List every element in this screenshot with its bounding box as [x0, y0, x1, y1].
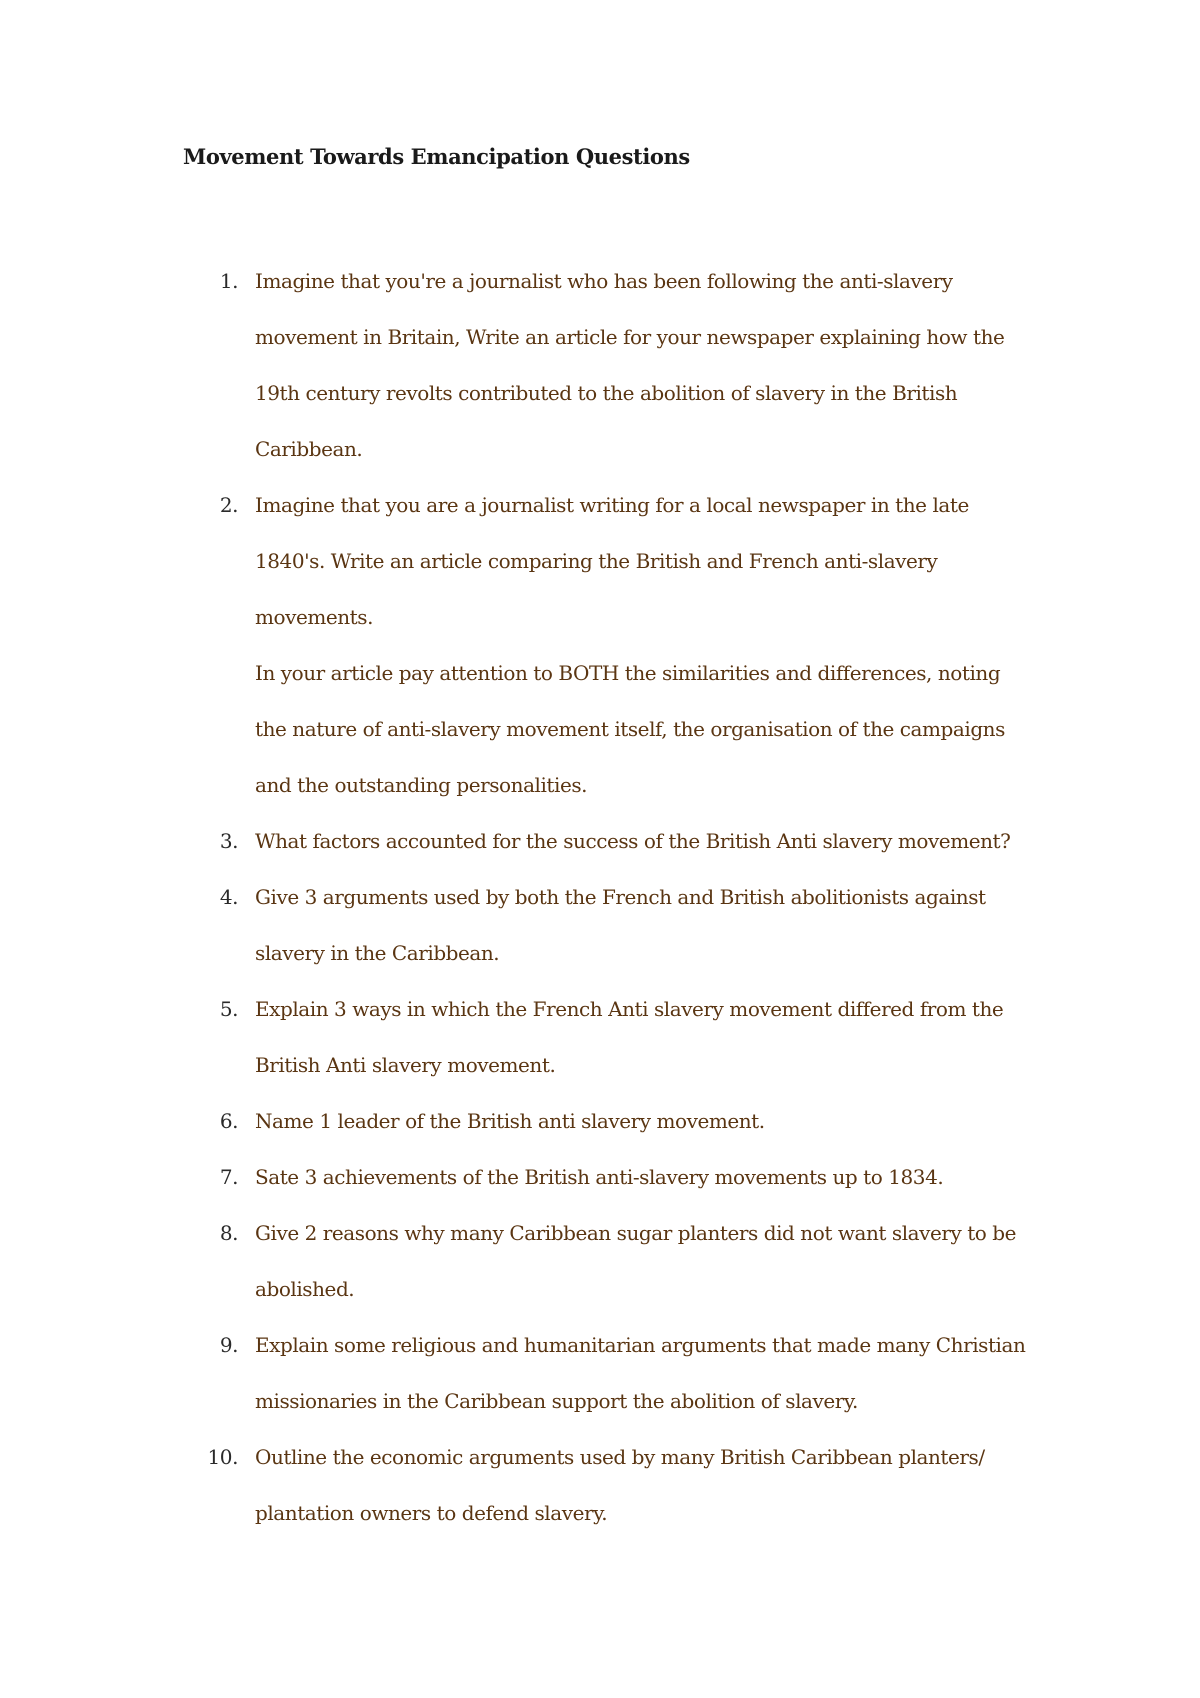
question-text-line: Imagine that you are a journalist writing for a local newspaper in the late [255, 493, 969, 517]
question-text-line: movement in Britain, Write an article for your newspaper explaining how the [255, 325, 1005, 349]
question-number: 1. [219, 269, 238, 293]
question-number: 8. [219, 1221, 238, 1245]
question-text-line: Caribbean. [255, 437, 363, 461]
question-number: 6. [219, 1109, 238, 1133]
question-number: 4. [219, 885, 238, 909]
question-text-line: 19th century revolts contributed to the abolition of slavery in the British [255, 381, 958, 405]
question-item [0, 1093, 1045, 1149]
question-text-line: Explain 3 ways in which the French Anti slavery movement differed from the [255, 997, 1004, 1021]
question-text-line: Sate 3 achievements of the British anti-slavery movements up to 1834. [255, 1165, 944, 1189]
question-text-line: Explain some religious and humanitarian arguments that made many Christian [255, 1333, 1026, 1357]
question-note-line: the nature of anti-slavery movement itself, the organisation of the campaigns [255, 717, 1005, 741]
question-text-line: plantation owners to defend slavery. [255, 1501, 608, 1525]
question-item [0, 1149, 1045, 1205]
question-text-line: Imagine that you're a journalist who has been following the anti-slavery [255, 269, 953, 293]
question-note-line: In your article pay attention to BOTH the similarities and differences, noting [255, 661, 1001, 685]
question-item [0, 1429, 1045, 1541]
question-text-line: 1840's. Write an article comparing the British and French anti-slavery [255, 549, 938, 573]
question-text-line: Outline the economic arguments used by many British Caribbean planters/ [255, 1445, 985, 1469]
question-item [0, 1317, 1045, 1429]
question-text-line: Give 3 arguments used by both the French and British abolitionists against [255, 885, 986, 909]
question-text-line: abolished. [255, 1277, 355, 1301]
question-item [0, 813, 1045, 869]
question-number: 7. [219, 1165, 238, 1189]
question-item [0, 1205, 1045, 1317]
question-text-line: missionaries in the Caribbean support the abolition of slavery. [255, 1389, 858, 1413]
question-number: 2. [219, 493, 238, 517]
question-text-line: British Anti slavery movement. [255, 1053, 556, 1077]
question-list [0, 253, 1200, 1541]
question-text-line: Give 2 reasons why many Caribbean sugar planters did not want slavery to be [255, 1221, 1017, 1245]
question-text-line: movements. [255, 605, 373, 629]
document-title: Movement Towards Emancipation Questions [183, 144, 690, 169]
question-item [0, 981, 1045, 1093]
question-text-line: slavery in the Caribbean. [255, 941, 500, 965]
question-note-line: and the outstanding personalities. [255, 773, 588, 797]
question-number: 9. [219, 1333, 238, 1357]
question-item [0, 869, 1045, 981]
question-number: 5. [219, 997, 238, 1021]
question-number: 3. [219, 829, 238, 853]
question-number: 10. [207, 1445, 238, 1469]
question-item [0, 253, 1045, 477]
question-item [0, 477, 1045, 813]
question-text-line: What factors accounted for the success of the British Anti slavery movement? [255, 829, 1011, 853]
question-text-line: Name 1 leader of the British anti slavery movement. [255, 1109, 765, 1133]
